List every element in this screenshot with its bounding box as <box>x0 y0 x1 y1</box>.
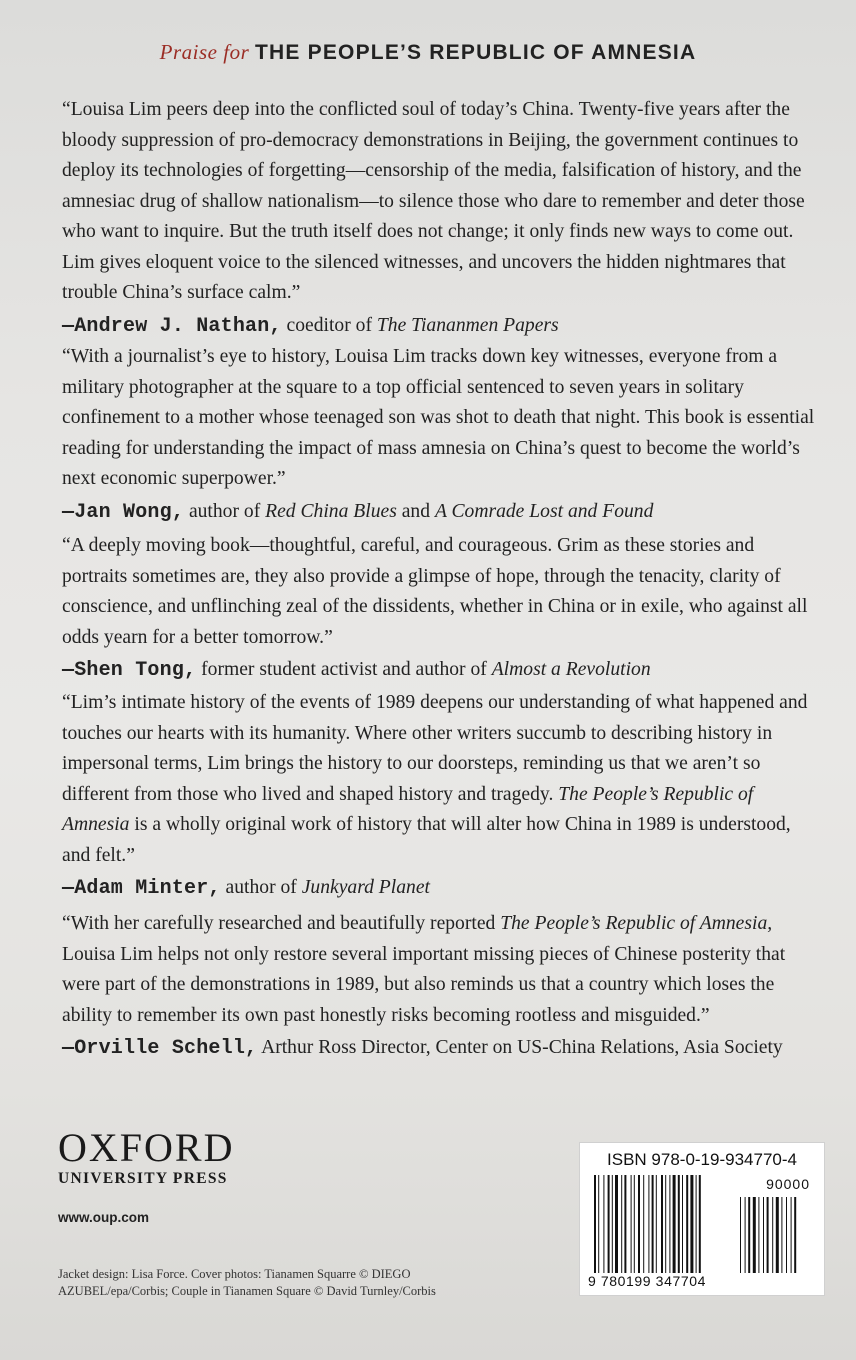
price-code: 90000 <box>766 1176 810 1192</box>
barcode-addon-bar <box>740 1197 741 1273</box>
barcode-bar <box>594 1175 596 1273</box>
reviewer-name: —Adam Minter, <box>62 877 221 900</box>
reviewer-work: The Tiananmen Papers <box>376 314 559 336</box>
quote-attribution <box>62 1033 822 1064</box>
barcode-addon-bar <box>781 1197 782 1273</box>
publisher-logo <box>58 1125 235 1188</box>
barcode-bar <box>665 1175 666 1273</box>
isbn-label: ISBN 978-0-19-934770-4 <box>607 1150 797 1169</box>
reviewer-name: —Orville Schell, <box>62 1037 258 1060</box>
quote-attribution <box>62 311 822 342</box>
reviewer-role: former student activist and author of <box>201 659 487 680</box>
barcode-addon-bar <box>748 1197 750 1273</box>
barcode-bar <box>598 1175 599 1273</box>
barcode-addon-bar <box>758 1197 759 1273</box>
quote-text: “With a journalist’s eye to history, Louisa Lim tracks down key witnesses, everyone from a military photographer at the square to a top official sentenced to seven years in solitary confinement to a mother whose teenaged son was shot to death that night. This book is essential reading for understanding the impact of mass amnesia on China’s quest to become the world’s next economic superpower.” <box>62 346 815 489</box>
publisher-name: OXFORD <box>58 1125 235 1170</box>
quote-attribution <box>62 497 822 528</box>
barcode <box>579 1142 825 1296</box>
reviewer-role: author of <box>225 877 297 898</box>
reviewer-work: Almost a Revolution <box>491 659 651 680</box>
book-title: THE PEOPLE’S REPUBLIC OF AMNESIA <box>255 41 697 64</box>
barcode-addon-bar <box>753 1197 756 1273</box>
publisher-website: www.oup.com <box>58 1210 149 1225</box>
barcode-bar <box>682 1175 683 1273</box>
barcode-addon-bar <box>791 1197 792 1273</box>
barcode-bar <box>603 1175 604 1273</box>
barcode-bar <box>621 1175 622 1273</box>
barcode-bar <box>652 1175 654 1273</box>
reviewer-name: —Shen Tong, <box>62 659 197 682</box>
quote-attribution <box>62 873 822 904</box>
quote-nathan <box>62 95 822 342</box>
reviewer-name: —Jan Wong, <box>62 500 185 524</box>
barcode-bar <box>648 1175 649 1273</box>
reviewer-joiner: and <box>401 500 431 522</box>
reviewer-role: author of <box>188 500 261 522</box>
reviewer-work-2: A Comrade Lost and Found <box>434 500 654 522</box>
barcode-addon-bar <box>786 1197 787 1273</box>
reviewer-work: Junkyard Planet <box>301 877 430 898</box>
publisher-press: UNIVERSITY PRESS <box>58 1170 228 1187</box>
reviewer-name: —Andrew J. Nathan, <box>62 314 282 338</box>
quote-schell <box>62 909 822 1064</box>
reviewer-role: Arthur Ross Director, Center on US-China Relations, Asia Society <box>261 1037 783 1058</box>
jacket-credits: Jacket design: Lisa Force. Cover photos: Tianamen Squarre © DIEGO AZUBEL/epa/Corbis; Couple in Tianamen Square © David Turnley/Corbis <box>58 1267 436 1298</box>
barcode-bar <box>624 1175 626 1273</box>
barcode-bar <box>669 1175 670 1273</box>
quote-text: “A deeply moving book—thoughtful, careful, and courageous. Grim as these stories and portraits sometimes are, they also provide a glimpse of hope, through the tenacity, clarity of conscience, and unflinching zeal of the dissidents, whether in China or in exile, who against all odds yearn for a better tomorrow.” <box>62 535 808 648</box>
barcode-bar <box>661 1175 663 1273</box>
quote-minter <box>62 688 822 904</box>
barcode-bar <box>686 1175 688 1273</box>
barcode-bar <box>631 1175 632 1273</box>
barcode-bar <box>615 1175 618 1273</box>
barcode-addon-bar <box>776 1197 779 1273</box>
barcode-bar <box>612 1175 613 1273</box>
quote-wong <box>62 342 822 528</box>
barcode-bar <box>634 1175 635 1273</box>
barcode-addon-bar <box>745 1197 746 1273</box>
barcode-bar <box>643 1175 644 1273</box>
barcode-bar <box>608 1175 610 1273</box>
heading-prefix: Praise for <box>159 40 250 64</box>
quote-attribution <box>62 655 822 686</box>
barcode-bar <box>696 1175 697 1273</box>
quote-book-title: The People’s Republic of Amnesia <box>62 783 754 835</box>
barcode-addon-bar <box>794 1197 796 1273</box>
barcode-bar <box>690 1175 693 1273</box>
barcode-bar <box>656 1175 657 1273</box>
barcode-digits: 9 780199 347704 <box>588 1273 706 1289</box>
barcode-bar <box>678 1175 680 1273</box>
reviewer-role: coeditor of <box>286 314 372 336</box>
reviewer-work: Red China Blues <box>265 500 397 522</box>
barcode-bar <box>638 1175 640 1273</box>
quote-tong <box>62 531 822 686</box>
barcode-addon-bar <box>772 1197 773 1273</box>
barcode-bar <box>699 1175 701 1273</box>
barcode-addon-bar <box>763 1197 764 1273</box>
barcode-bar <box>673 1175 676 1273</box>
quote-text: “With her carefully researched and beautifully reported The People’s Republic of Amnesia, Louisa Lim helps not only restore several important missing pieces of Chinese posterity that were part of the demonstrations in 1989, but also reminds us that a country which loses the ability to remember its own past honestly risks becoming rootless and misguided.” <box>62 913 786 1026</box>
quote-text: “Louisa Lim peers deep into the conflicted soul of today’s China. Twenty-five years after the bloody suppression of pro-democracy demonstrations in Beijing, the government continues to deploy its technologies of forgetting—censorship of the media, falsification of history, and the amnesiac drug of shallow nationalism—to silence those who dare to remember and deter those who want to inquire. But the truth itself does not change; it only finds new ways to come out. Lim gives eloquent voice to the silenced witnesses, and uncovers the hidden nightmares that trouble China’s surface calm.” <box>62 99 805 303</box>
barcode-addon-bar <box>767 1197 769 1273</box>
quote-book-title: The People’s Republic of Amnesia, <box>500 913 773 934</box>
quote-text: “Lim’s intimate history of the events of 1989 deepens our understanding of what happened and touches our hearts with its humanity. Where other writers succumb to describing history in impersonal terms, Lim brings the history to our doorsteps, reminding us that we aren’t so different from those who lived and shaped history and tragedy. The People’s Republic of Amnesia is a wholly original work of history that will alter how China in 1989 is understood, and felt.” <box>62 692 808 866</box>
page-heading <box>0 40 856 65</box>
